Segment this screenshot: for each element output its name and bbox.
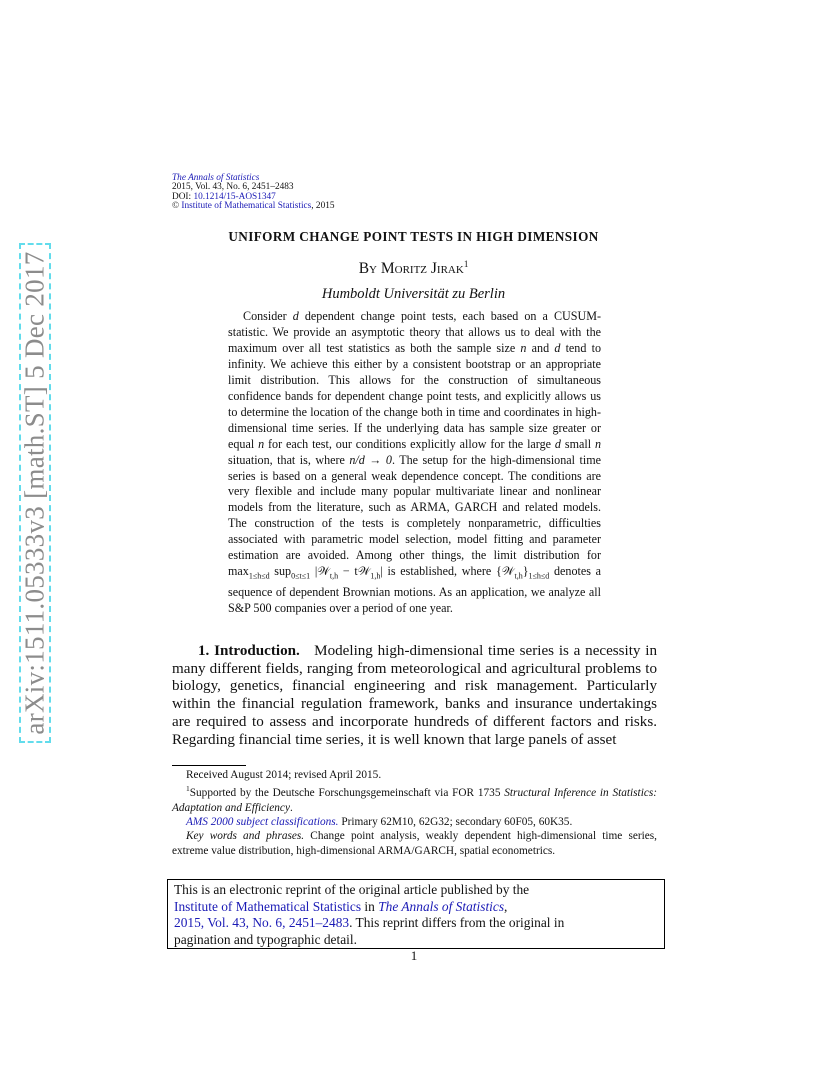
copyright-line (172, 202, 335, 211)
doi-label: DOI: (172, 191, 194, 202)
copyright-org-link[interactable]: Institute of Mathematical Statistics (181, 200, 312, 211)
ams-classification: AMS 2000 subject classifications. Primary 62M10, 62G32; secondary 60F05, 60K35. (186, 815, 573, 828)
author-line (172, 259, 655, 278)
page-number: 1 (410, 948, 418, 963)
citation-link[interactable]: 2015, Vol. 43, No. 6, 2451–2483 (174, 915, 350, 930)
annals-link[interactable]: The Annals of Statistics (378, 898, 505, 914)
reprint-notice-box (167, 879, 665, 949)
journal-header (172, 174, 335, 211)
formula-max: max (228, 564, 249, 579)
received-date: Received August 2014; revised April 2015. (186, 769, 382, 781)
reprint-line-3: 2015, Vol. 43, No. 6, 2451–2483. This reprint differs from the original in (174, 915, 565, 930)
introduction-section (172, 643, 657, 749)
introduction-text: Modeling high-dimensional time series is a necessity in many different fields, ranging from meteorological and agricultural problems to biology, genetics, financial engineering and risk management. Particularly within the financial regulation framework, banks and insurance undertakings are required to assess and incorporate hundreds of different factors and risks. Regarding financial time series, it is well known that large panels of asset (172, 643, 657, 748)
abstract: Consider d dependent change point tests, each based on a CUSUM-statistic. We provide an asymptotic theory that allows us to deal with the maximum over all test statistics as both the sample size n and d tend to infinity. We achieve this either by a consistent bootstrap or an appropriate limit distribution. This allows for the construction of simultaneous confidence bands for dependent change point tests, and explicitly allows us to determine the location of the change both in time and coordinates in high-dimensional time series. If the underlying data has sample size greater or equal n for each test, our conditions explicitly allow for the large d small n situation, that is, where n/d → 0. The setup for the high-dimensional time series is based on a general weak dependence concept. The conditions are very flexible and include many popular multivariate linear and nonlinear models from the literature, such as ARMA, GARCH and related models. The construction of the tests is completely nonparametric, difficulties associated with parametric model selection, model fitting and parameter estimation are avoided. Among other things, the limit distribution for $\max_{1\le h\le d} sup_{0\le t\le 1}$ |𝒲$_{t,h}$ − t𝒲$_{1,h}$| is established, where $\{𝒲_{t,h}\}_{1\le h\le d}$ denotes a sequence of dependent Brownian motions. As an application, we analyze all S&P 500 companies over a period of one year. (228, 309, 602, 615)
ams-classification-link[interactable]: AMS 2000 subject classifications. (186, 815, 339, 828)
copyright-year: , 2015 (311, 200, 335, 211)
footnote-1: $^1$Supported by the Deutsche Forschungsgemeinschaft via FOR 1735 Structural Inference in Statistics: Adaptation and Efficiency. (172, 784, 657, 814)
journal-volume: 2015, Vol. 43, No. 6, 2451–2483 (172, 182, 294, 193)
arxiv-identifier: arXiv:1511.05333v3 [math.ST] 5 Dec 2017 (19, 251, 50, 735)
reprint-line-4: pagination and typographic detail. (174, 931, 357, 947)
reprint-line-1: This is an electronic reprint of the original article published by the (174, 882, 530, 897)
footnotes (172, 768, 657, 858)
copyright-icon: © (172, 200, 180, 211)
arxiv-stamp (19, 243, 51, 743)
ims-link[interactable]: Institute of Mathematical Statistics (174, 898, 362, 914)
author-name: By Moritz Jirak (358, 260, 464, 278)
doi-link[interactable]: 10.1214/15-AOS1347 (193, 191, 276, 202)
author-footnote-mark[interactable]: 1 (463, 259, 469, 269)
journal-name-link[interactable]: The Annals of Statistics (172, 173, 260, 183)
footnote-rule (172, 765, 246, 766)
section-heading: 1. Introduction. (198, 643, 300, 659)
paper-title: UNIFORM CHANGE POINT TESTS IN HIGH DIMENSION (228, 229, 599, 244)
affiliation: Humboldt Universität zu Berlin (321, 286, 506, 302)
reprint-line-2: Institute of Mathematical Statistics in The Annals of Statistics, (174, 898, 508, 914)
formula-sequence: {𝒲 (495, 564, 515, 579)
keywords: Key words and phrases. Change point analysis, weakly dependent high-dimensional time series, extreme value distribution, high-dimensional ARMA/GARCH, spatial econometrics. (172, 830, 658, 857)
